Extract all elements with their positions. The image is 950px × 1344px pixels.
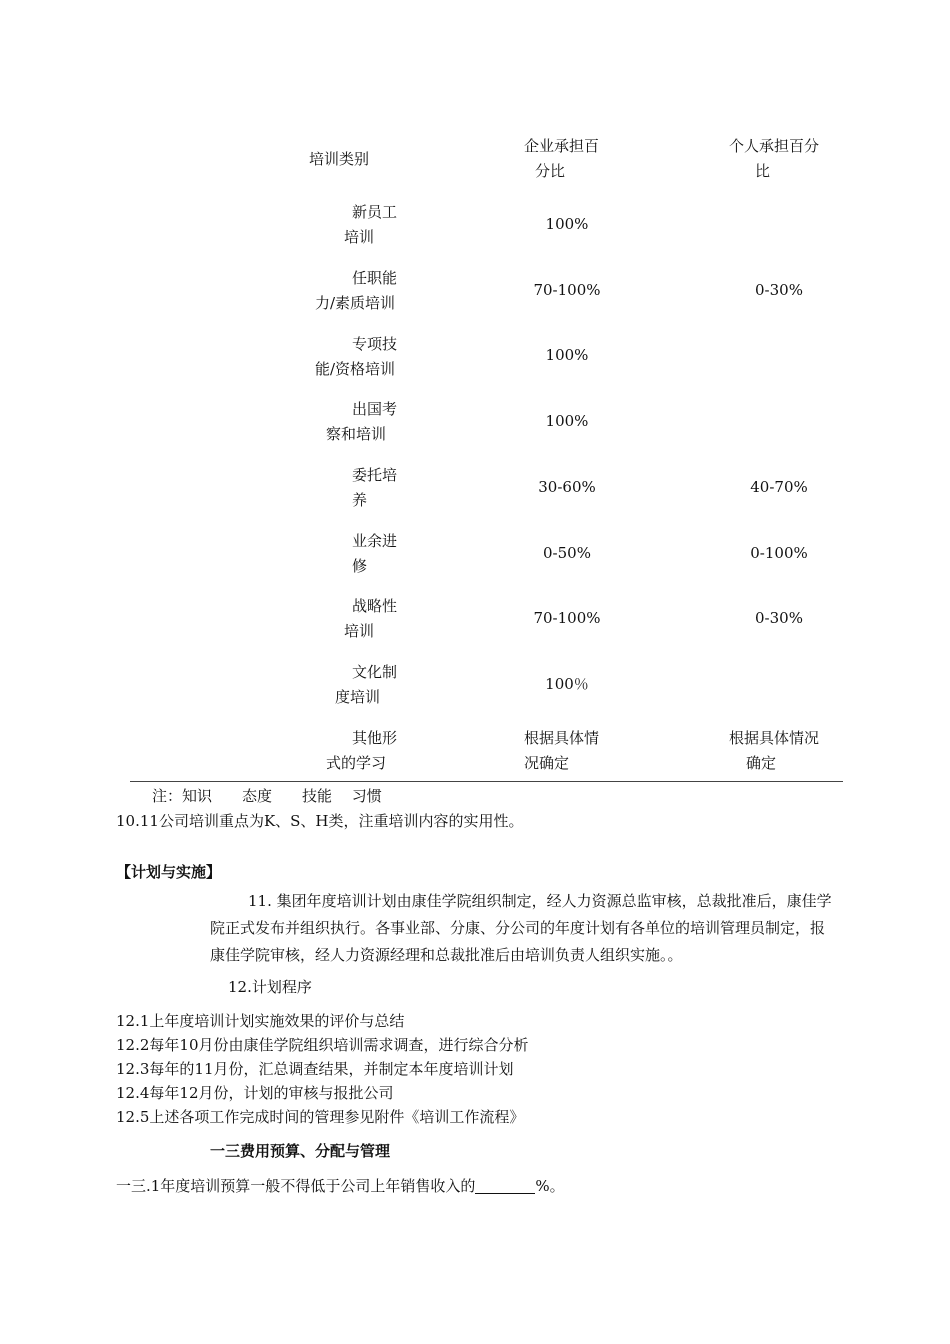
- row-category-line1: 新员工: [352, 203, 398, 221]
- header-personal-line2: 比: [755, 162, 771, 180]
- row-category-line1: 任职能: [352, 269, 398, 287]
- row-category-line1: 专项技: [352, 335, 398, 353]
- row-category-line2: 察和培训: [326, 425, 387, 443]
- row-company-pct: 100％: [545, 675, 589, 693]
- budget-line-suffix: %。: [535, 1177, 565, 1195]
- budget-line-text: 一三.1年度培训预算一般不得低于公司上年销售收入的: [116, 1177, 476, 1195]
- row-personal-pct: 40-70%: [750, 478, 808, 496]
- row-company-pct: 70-100%: [533, 281, 601, 299]
- row-category-line1: 委托培: [352, 466, 398, 484]
- header-company-line2: 分比: [535, 162, 566, 180]
- row-category-line2: 养: [352, 491, 368, 509]
- row-company-pct: 70-100%: [533, 609, 601, 627]
- row-category-line1: 业余进: [352, 532, 398, 550]
- header-personal-line1: 个人承担百分: [729, 137, 820, 155]
- budget-blank: [475, 1175, 535, 1194]
- row-category-line2: 力/素质培训: [315, 294, 396, 312]
- section-heading-plan: 【计划与实施】: [116, 863, 222, 881]
- row-category-line2: 式的学习: [326, 754, 387, 772]
- header-category: 培训类别: [309, 150, 370, 168]
- row-personal-pct: 0-100%: [750, 544, 808, 562]
- row-company-pct: 30-60%: [538, 478, 596, 496]
- row-category-line2: 培训: [344, 228, 375, 246]
- header-company-line1: 企业承担百: [524, 137, 600, 155]
- line-10-11: 10.11公司培训重点为K、S、H类，注重培训内容的实用性。: [116, 812, 524, 830]
- row-category-line1: 其他形: [352, 729, 398, 747]
- list-item: 12.1上年度培训计划实施效果的评价与总结: [116, 1012, 405, 1030]
- row-company-text-line2: 况确定: [524, 754, 570, 772]
- row-personal-pct: 0-30%: [755, 281, 803, 299]
- row-personal-text-line2: 确定: [746, 754, 777, 772]
- table-note: 注：知识 态度 技能 习惯: [152, 787, 382, 805]
- row-category-line2: 能/资格培训: [315, 360, 396, 378]
- list-item: 12.2每年10月份由康佳学院组织培训需求调查，进行综合分析: [116, 1036, 529, 1054]
- table-bottom-rule: [130, 781, 843, 782]
- row-personal-pct: 0-30%: [755, 609, 803, 627]
- budget-line: [116, 1174, 565, 1199]
- list-item: 12.4每年12月份，计划的审核与报批公司: [116, 1084, 394, 1102]
- row-category-line2: 度培训: [335, 688, 381, 706]
- section-heading-budget: 一三费用预算、分配与管理: [210, 1142, 391, 1160]
- list-item: 12.3每年的11月份，汇总调查结果，并制定本年度培训计划: [116, 1060, 514, 1078]
- row-category-line2: 培训: [344, 622, 375, 640]
- row-company-text-line1: 根据具体情: [524, 729, 600, 747]
- row-category-line1: 出国考: [352, 400, 398, 418]
- row-category-line1: 文化制: [352, 663, 398, 681]
- row-category-line1: 战略性: [352, 597, 398, 615]
- paragraph-12: 12.计划程序: [228, 978, 312, 996]
- row-category-line2: 修: [352, 557, 368, 575]
- row-company-pct: 100%: [545, 346, 589, 364]
- list-item: 12.5上述各项工作完成时间的管理参见附件《培训工作流程》: [116, 1108, 525, 1126]
- row-company-pct: 0-50%: [543, 544, 591, 562]
- row-company-pct: 100%: [545, 412, 589, 430]
- row-personal-text-line1: 根据具体情况: [729, 729, 820, 747]
- row-company-pct: 100%: [545, 215, 589, 233]
- paragraph-11: 11. 集团年度培训计划由康佳学院组织制定，经人力资源总监审核，总裁批准后，康佳学院正式发布并组织执行。各事业部、分康、分公司的年度计划有各单位的培训管理员制定，报康佳学院审核，经人力资源经理和总裁批准后由培训负责人组织实施。。: [210, 892, 832, 964]
